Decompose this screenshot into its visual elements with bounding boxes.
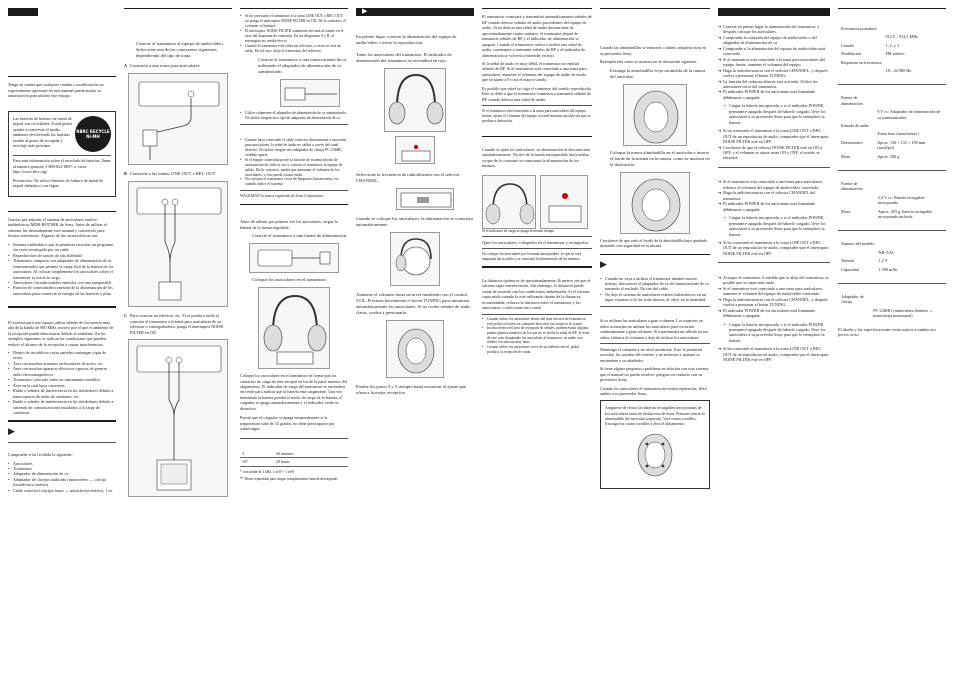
list-item: ➜ El indicador POWER de los auriculares está iluminado débilmente o apagado. (718, 201, 830, 212)
step-text: Conexión a las tomas LINE OUT o REC OUT (129, 171, 216, 177)
caption-1: Si el indicador de carga se apaga al mismo tiempo. (482, 228, 555, 233)
illustration-screws (633, 430, 677, 480)
table-row (840, 68, 919, 74)
list-item: • Cuando utilice los auriculares dentro del área efectiva del transmisor, éste podrá colocarse en cualquier dirección con respecto al oyente. (482, 317, 592, 326)
contact-text: Cuando los auriculares el transmisor necesiten reparación, lleve ambos a su proveedor Sony. (600, 385, 707, 397)
interference-intro: El sistema para este equipo utiliza señales de frecuencia muy alta de la banda de 900 MHz, motivo por el que el ambiente de la recepción puede deteriorarse debido al ambiente. En los ejemplos siguientes se indican las condiciones que pueden reducir el alcance de la recepción o causar interferencias. (8, 319, 114, 347)
table-cell: Aprox. 293 g, batería recargable incorporada incluida (877, 208, 933, 220)
list-item: • Reproducción de sonido de alta fidelidad (8, 253, 116, 258)
seal-text: RBRC RECYCLE Ni-MH (76, 128, 110, 139)
table-cell: 40 minutos (274, 450, 348, 458)
list-item: • Utilice solamente el adaptador de alimentación de ca suministrado. No utilice ningún otro tipo de adaptador de alimentación de ca. (240, 111, 348, 121)
illustration-line-out (128, 181, 228, 307)
list-item: • Ruido o señales de interferencia en los alrededores debido a transceptores de radio de camiones, etc. (8, 388, 116, 399)
list-item: • Cargue la batería incorporada, o si el indicador POWER permanece apagado después de haberlo cargado, lleve los auriculares a su proveedor Sony para que le reemplace la batería. (724, 103, 830, 125)
list-item: ➜ Si el transmisor está conectado a la toma para auriculares del equipo fuente, aumente el volumen del equipo. (718, 57, 830, 68)
recycle-info: Para más información sobre el reciclado de baterías, llame al número gratuito 1-800-822-8837, o visite http://www.rbrc.org/ (13, 158, 111, 175)
troubleshoot-list-6 (718, 346, 830, 362)
table-row (840, 180, 944, 192)
divider (240, 204, 348, 205)
listen-intro: En primer lugar, conecte la alimentación del equipo de audio/vídeo e inicie la reproducción. (356, 34, 457, 45)
troubleshoot-list-4 (718, 240, 830, 256)
table-cell: 1,2 V (878, 258, 888, 264)
table-cell: NH-AAC (878, 249, 895, 255)
table-cell (840, 68, 882, 74)
section-bar (8, 8, 38, 16)
table-cell: Tensión (841, 258, 855, 264)
spec-table-4 (838, 239, 900, 275)
list-item: • Función de conexión/desconexión de la alimentación de los auriculares para conservar la energía de las baterías y pilas (8, 285, 116, 296)
list-item: ➜ Si el transmisor está conectado a una toma para auriculares, reduzca el volumen del equipo de audio/vídeo conectado. (718, 179, 830, 190)
table-cell: Número del modelo (841, 241, 875, 247)
table-row (840, 249, 898, 255)
illustration-adapter (280, 79, 340, 107)
troubleshoot-sub-1 (724, 103, 830, 125)
table-row (840, 139, 944, 151)
list-item: • No deje el sistema de auriculares estéreo inalámbricos en un lugar expuesto a la luz solar directa, al calor, en la humedad. (600, 292, 710, 303)
charge-body: Coloque los auriculares en el transmisor de forma que los contactos de carga de éste encajen en los de la parte anterior del alojamiento. El indicador de carga del transmisor se encenderá en verde para indicar que la batería está cargándose. Una vez terminada la batería pondrá el modo de carga de la batería, el cargador se apaga automáticamente y el indicador verde se desactiva. (240, 373, 347, 411)
range-notes (482, 317, 592, 354)
list-item: ➜ Acerque el transmisor. A medida que se aleje del transmisor, es posible que se capte más ruido. (718, 275, 830, 286)
column-8 (838, 8, 946, 672)
list-item: ➜ La función del reductor/altavoz está activada. Utilice los auriculares cerca del transmisor. (718, 79, 830, 90)
list-item: • Si el equipo conectado posee la función de sistema (modo de autosintonía de vídeo u otro), conecte el transmisor al equipo de salida. De lo contrario, tendrá que aumentar el volumen de los auriculares, y esto puede causar ruido. (240, 158, 348, 178)
table-cell: Frecuencia portadora (841, 25, 877, 31)
list-item: ➜ Haga la radiofrecuencia con el selector CHANNEL, y después vuelva a presionar el botón TUNING. (718, 68, 830, 79)
table-cell: 18 – 22 000 Hz (885, 68, 912, 74)
charge-step-2: Coloque los auriculares en el transmisor. (252, 277, 327, 283)
step-a (124, 63, 232, 69)
table-row (840, 42, 919, 48)
list-item: ➜ Si ha conectado el transmisor a la toma LINE OUT o REC OUT de un reproductor de audio, compruebe que el interruptor NOISE FILTER esté en OFF. (718, 128, 830, 144)
list-item: • Sistema inalámbrico que le permitirá escuchar un programa sin verse restringido por un cable (8, 242, 116, 253)
auto-off-text-2: Si la señal de audio es muy débil, el transmisor no emitirá señales de RF. Si el transmisor está conectado a una toma para auriculares, aumente el volumen del equipo de audio de modo que se ajuste a 9 o así el mayor sonido. (482, 61, 587, 83)
list-item: ➜ Si ha conectado el transmisor a la toma LINE OUT o REC OUT de un reproductor de audio, compruebe que el interruptor NOISE FILTER esté en OFF. (718, 240, 830, 256)
step-text: Para conectar un televisor, etc. Si se produce ruido al conectar el transmisor a la toma para auriculares de su televisor o videograbadora, ponga el interruptor NOISE FILTER en ON. (130, 313, 224, 335)
spec-table-2 (838, 93, 946, 162)
list-item: • Cuando no vaya a utilizar el transmisor durante mucho tiempo, desconecte el adaptador de ca del tomacorriente de ca tomando el enchufe. No tire del cable. (600, 276, 710, 292)
pads-intro-2: Reemplácelas como se muestra en la ilustración siguiente. (600, 59, 698, 65)
divider (8, 420, 116, 421)
table-row (840, 59, 919, 65)
battery-note: Las baterías de hidruro de metal de níquel son reciclables. Usted podrá ayudar a conservar el medio ambiente devolviendo las baterías usadas al punto de recogida y reciclaje más próximo. (13, 115, 72, 149)
list-item: • Adaptador de alimentación de ca (8, 471, 116, 476)
listen-step-1: Tome los auriculares del transmisor. El indicador de alimentación del transmisor se encenderá en rojo. (356, 51, 452, 63)
divider (240, 8, 348, 9)
power-notes (240, 111, 348, 121)
step-b (124, 171, 232, 177)
notes-top (240, 14, 348, 53)
list-item: • Adaptador de clavijas unificado (miniestéreo ↔ clavija fotoeléctrica estéreo) (8, 477, 116, 488)
trademark: WALKMAN es marca registrada de Sony Corporation. (240, 193, 324, 198)
table-cell: Fuente de alimentación (841, 95, 863, 106)
list-item: ➜ Si el transmisor está conectado a una toma para auriculares, aumente el volumen del equipo de audio/vídeo conectado. (718, 286, 830, 297)
table-row (840, 293, 944, 305)
table-row (840, 109, 944, 121)
list-item: • Transmisor (8, 466, 116, 471)
table-row (840, 194, 944, 206)
charge-step-1: Conecte el transmisor a una fuente de alimentación. (252, 233, 348, 239)
list-item: • Cargue la batería incorporada, o si el indicador POWER permanece apagado después de haberlo cargado, lleve los auriculares a su proveedor Sony para que le reemplace la batería. (724, 215, 830, 237)
list-item: • Si ha conectado el transmisor a la toma LINE OUT o REC OUT, no ponga el interruptor NOISE FILTER en ON. De lo contrario, el volumen se limitará. (240, 14, 348, 29)
spec-table-5 (838, 291, 946, 321)
list-item: • Dentro de un edificio cuyas paredes contengan vigas de acero. (8, 350, 116, 361)
list-item: ➜ El indicador POWER de los auriculares está iluminado débilmente o apagado. (718, 308, 830, 319)
illustration-channel-selector (396, 188, 454, 210)
table-cell: 3 (240, 450, 274, 458)
column-3 (240, 8, 348, 672)
table-cell (840, 194, 875, 206)
arrow-icon: ▶ (8, 426, 15, 437)
divider (8, 211, 116, 212)
illustration-remove-pad (623, 84, 687, 146)
list-item: • Auriculares Cerrado/sonidos emitidos con una autoportátil (8, 280, 116, 285)
table-cell: Modulación (841, 51, 862, 57)
illustration-power-connect (249, 243, 339, 273)
troubleshoot-list-5 (718, 275, 830, 319)
table-row (840, 241, 898, 247)
illustration-headphones-on-transmitter (258, 287, 330, 369)
table-cell: Fuente de alimentación (841, 180, 863, 192)
listen-step-2: Seleccione la frecuencia de radiodifusión con el selector CHANNEL. (356, 171, 460, 183)
question-text: Si tiene alguna pregunta o problema en relación con este sistema que el manual no pueda resolver, póngase en contacto con su proveedor Sony. (600, 366, 709, 383)
list-item: ➜ El indicador POWER de los auriculares está iluminado débilmente o apagado. (718, 89, 830, 100)
caption-2: Quite los auriculares, colóquelos en el transmisor y recárguelos. (482, 240, 590, 246)
column-1 (8, 8, 116, 672)
recycle-seal (75, 116, 111, 152)
column-4 (356, 8, 474, 672)
divider (482, 266, 592, 267)
column-7 (718, 8, 830, 672)
spec-table-3 (838, 178, 946, 222)
illustration-remove (482, 175, 536, 229)
list-item: • Cuando el transmisor esté sobre un televisor, a veces se oirá un ruido. En tal caso, aleje el transmisor del televisor. (240, 44, 348, 54)
list-item: • Cuando utilice los auriculares cerca de un teléfono móvil, podrá producir la recepción de ruido. (482, 345, 592, 354)
table-cell: Entrada de audio (841, 123, 870, 129)
table-cell (884, 59, 919, 65)
list-item: • El interruptor NOISE FILTER solamente afectará al sonido en el caso del diagrama de conexión. En los diagramas A y B, el interruptor no tendrá efecto. (240, 29, 348, 44)
table-row (840, 34, 919, 40)
table-cell: 29 horas (274, 458, 348, 466)
table-row (840, 208, 944, 220)
illustration-volume (386, 320, 444, 378)
table-cell (884, 25, 919, 31)
column-5 (482, 8, 592, 672)
intro-text: Tenga en cuenta que cualquier cambio o modificación no expresamente aprobado en este manual puede anular su autorización para utilizar este equipo. (8, 82, 104, 99)
table-cell (878, 241, 899, 247)
after-use-text: Cuando se quite los auriculares, su alimentación se desconectará automáticamente. No tire de la banda autoajustable hacia arriba, ya que de lo contrario se conectaría la alimentación de los mismos. (482, 146, 591, 169)
column-2 (124, 8, 232, 672)
arrow-icon: ▶ (362, 8, 368, 16)
power-intro: Conecte el transmisor a una tomacorriente de ca utilizando el adaptador de alimentación de ca suministrado. (258, 56, 347, 74)
auto-off-text: El transmisor conectará y transmitirá automáticamente señales de RF cuando detecte señales de audio procedentes del equipo de audio. Si no detecta una señal de audio durante más de aproximadamente cuatro minutos, el transmisor dejará de transmitir señales de RF y el indicador de alimentación se apagará. Cuando el transmisor vuelva a recibir una señal de audio, comenzará a transmitir señales de RF y el indicador de alimentación se volverá a encender en rojo. (482, 14, 592, 58)
table-cell: Adaptador de clavija (841, 293, 864, 305)
table-cell: 9 V cc: Adaptador de alimentación de ca (suministrado) (877, 109, 941, 120)
caption-3: No coloque los auriculares por la banda autoajustable, ya que se verá empujada hacia arriba y se conectará la alimentación de los mismos. (482, 252, 582, 261)
list-item: • Ruido o señales de interferencia en los alrededores debido a sistemas de comunicaciones instalados a lo largo de carreteras. (8, 399, 116, 415)
table-row (840, 258, 898, 264)
auto-off-text-3: Es posible que usted no oiga el comienzo del sonido reproducido. Esto se debe a que el transmisor comienza a transmitir señales de RF cuando detecta una señal de audio. (482, 85, 592, 102)
troubleshoot-sub-5 (724, 322, 830, 344)
charge-intro: Antes de utilizar por primera vez los auriculares, cargue la batería de la fuente regulable. (240, 219, 338, 230)
list-item: • Cable conector (clavijas fonos ↔ miniclavija estéreo), 1 m. (8, 488, 116, 493)
range-intro: La distancia óptima es de aproximadamente 46 metros sin que el sistema capte interferencias. Sin embargo, la distancia puede variar de acuerdo con los condiciones ambientales. Si el sistema capta ruido cuando lo esté utilizando dentro de la distancia recomendada, reduzca la distancia entre el transmisor y los auriculares, o seleccione otro canal. (482, 277, 591, 311)
troubleshoot-list-2 (718, 128, 830, 161)
table-cell: Masa (841, 208, 851, 214)
list-item: • Transmisor compacto con adaptador de alimentación de ca (suministrado) que permite la carga fácil de la batería de los auriculares. Al colocar simplemente los auriculares sobre el transmisor se inicia la carga. (8, 258, 116, 280)
table-cell (840, 34, 882, 40)
list-item: ➜ Compruebe la conexión del equipo de audio/vídeo o del adaptador de alimentación de ca. (718, 35, 830, 46)
list-item: ➜ Haga la radiofrecuencia con el selector CHANNEL del transmisor. (718, 190, 830, 201)
table-row (240, 458, 348, 466)
charge-table (240, 450, 348, 466)
table-row (240, 450, 348, 458)
illustration-wear-headphones (390, 232, 440, 286)
table-cell: 2,4 V cc: Batería recargable incorporada (877, 194, 925, 206)
divider (124, 8, 232, 9)
contents-intro: Compruebe si ha recibido lo siguiente: (8, 452, 73, 458)
illustration-headphone-jack (128, 73, 228, 165)
battery-removal-box (600, 400, 710, 489)
list-item: • Auriculares (8, 461, 116, 466)
list-item: • Área con muchos armarios archivadores de acero, etc. (8, 361, 116, 366)
pads-step-3: Cerciórese de que todo el borde de la almohadilla haya quedado insertado con seguridad en la misma. (600, 237, 708, 249)
list-item: ➜ Conecte en primer lugar la alimentación del transmisor, y después coloque los auriculares. (718, 24, 830, 35)
power-notes-2 (240, 138, 348, 187)
table-cell: Masa (841, 153, 851, 159)
table-note-2: ** Horas requeridas para cargar completamente batería descargadas (240, 477, 338, 482)
footer-note: El diseño y las especificaciones están sujetos a cambio sin previo aviso. (838, 326, 936, 338)
table-cell: 1, 2, y 3 (885, 42, 900, 48)
table-cell (877, 180, 944, 192)
listen-step-3: Cuando se coloque los auriculares, la alimentación se conectará automáticamente. (356, 215, 473, 227)
hint-text: Si el transmisor está conectado a la toma para auriculares del equipo fuente, ajuste el volumen del equipo al nivel máximo posible sin que se produzca distorsión. (482, 108, 591, 123)
troubleshoot-list-3 (718, 179, 830, 212)
battery-notes (600, 276, 710, 303)
pads-step-1: Extraiga la almohadilla vieja sacándola de la ranura del auricular. (610, 67, 706, 79)
table-cell: 912,5 – 914,5 MHz (885, 34, 919, 40)
list-item: • Transmisor colocado sobre un instrumento metálico (8, 377, 116, 382)
divider (600, 8, 710, 9)
table-cell: Capacidad (841, 266, 859, 272)
charge-note: Puesto que el cargador se apaga temporalmente si la temperatura sube de 35 grados, no debe preocuparse por sobrecargas. (240, 415, 335, 432)
table-cell (840, 131, 874, 137)
listen-step-5: Pruebe los pasos 3 y 5 siempre hasta encontrar el ajuste que ofrezca la mejor recepción. (356, 383, 466, 395)
table-cell: Respuesta en frecuencia (841, 59, 882, 65)
battery-box (8, 111, 116, 197)
list-item: ➜ Compruebe si la alimentación del equipo de audio/vídeo está conectada. (718, 46, 830, 57)
spec-table-1 (838, 23, 921, 76)
table-cell (872, 293, 944, 305)
illustration-charging (540, 175, 588, 229)
step-label: A (124, 63, 128, 69)
features-list (8, 242, 116, 297)
divider (8, 76, 116, 77)
table-cell: Aprox. 136 × 135 × 190 mm (an/al/prf) (877, 139, 926, 151)
arrow-icon: ▶ (600, 259, 607, 270)
table-cell: FM estéreo (885, 51, 905, 57)
precaution-text: Precaución: No utilice baterías de hidruro de metal de níquel dañadas o con fugas. (13, 177, 104, 189)
column-6 (600, 8, 710, 672)
table-row (840, 307, 944, 319)
table-row (840, 131, 944, 137)
caution-text: Si se utilizan los auriculares a gran volumen. Los expertos en oídos aconsejan no utilizar los auriculares para escuchar continuamente a gran volumen. Si experimenta un silbido en sus oídos, reduzca el volumen o deje de utilizar los auriculares. (600, 318, 709, 340)
after-use-illustrations (482, 175, 592, 229)
table-row (840, 266, 898, 272)
troubleshoot-sub-3 (724, 215, 830, 237)
troubleshoot-list-1 (718, 24, 830, 100)
table-cell: Canales (841, 42, 855, 48)
pads-intro: Cuando las almohadillas se ensucien o dañen, adquiera otras en su proveedor Sony. (600, 45, 707, 56)
illustration-indicator (395, 136, 435, 164)
battery-removal-text: Asegúrese de retirar las baterías recargables incorporadas de los auriculares antes de deshacerse de éstos. Presione retirar la almohadilla del auricular izquierdo. Verá cuatro tornillos. Extraiga los cuatro tornillos y abra el alojamiento. (605, 405, 705, 427)
table-cell: Toma fono (miniestéreo) (877, 131, 919, 137)
table-cell (876, 123, 944, 129)
table-cell: PC-236HG (miniestéreo hembra ↔ miniclavija monoaural) (873, 307, 933, 318)
list-item: • Área con muchos aparatos eléctricos capaces de generar radio electromagnéticos (8, 366, 116, 377)
interference-list (8, 350, 116, 415)
table-row (840, 25, 919, 31)
step-c (124, 313, 232, 335)
contents-list (8, 461, 116, 494)
table-row (840, 95, 944, 107)
table-cell: Aprox. 200 g (877, 153, 900, 159)
divider (482, 8, 592, 9)
step-text: Conexión a una toma para auriculares (130, 63, 200, 69)
section-bar (718, 8, 830, 16)
divider (600, 254, 710, 255)
table-cell (840, 109, 874, 121)
table-cell: Dimensiones (841, 139, 863, 145)
illustration-lift-headphones (384, 68, 446, 132)
list-item: • No coloque el transmisor cerca de lámparas fluorescentes, etc. cuando utilice el sistema. (240, 177, 348, 187)
list-item: • Cargue la batería incorporada, o si el indicador POWER permanece apagado después de haberlo cargado, lleve los auriculares a su proveedor Sony para que le reemplace la batería. (724, 322, 830, 344)
list-item: • Cuando haya conectado el cable conector directamente a una toma para auriculares, la señal de audio no saldrá a través del canal derecho. No utilice ningún otro adaptador de clavija PC-236HG vendido aparte. (240, 138, 348, 158)
table-cell (876, 95, 944, 107)
connect-intro: Conecte el transmisor al equipo de audio/vídeo. Seleccione una de las conexiones siguientes dependiendo del tipo de toma. (136, 41, 224, 59)
divider (8, 306, 116, 307)
divider (838, 8, 946, 9)
illustration-insert-pad (620, 172, 690, 234)
table-row (840, 51, 919, 57)
list-item: • Incluso dentro del área de recepción de señales, pueden existir algunos puntos (puntos muertos) en los que no se reciba la señal de RF. Si tiene de este caso desplazado los auriculares el transmisor, su audio a no señales frecuencias muy altas. (482, 326, 592, 345)
list-item: ➜ Haga la radiofrecuencia con el selector CHANNEL, y después vuelva a presionar el botón TUNING. (718, 297, 830, 308)
table-cell (840, 249, 876, 255)
step-label: C (124, 313, 128, 319)
list-item: ➜ Si ha conectado el transmisor a la toma LINE OUT o REC OUT de un reproductor de audio, compruebe que el interruptor NOISE FILTER esté en OFF. (718, 346, 830, 362)
table-note: * con salida de 1 kHz, 1 mW + 1 mW (240, 469, 295, 474)
list-item: ➜ Cerciórese de que el selector NOISE FILTER esté en ON u OFF, y el volumen se ajuste entre ON y OFF, el sonido se retrasará. (718, 145, 830, 161)
listen-step-4: Aumente el volumen hasta un nivel moderado con el control VOL. Presione brevemente el botón TUNING para sintonizar automáticamente los auriculares. Si no recibe señales de audio claras, vuelva a presionarlo. (356, 291, 471, 315)
illustration-tv (128, 339, 228, 497)
traffic-text: Mantenga el volumen a un nivel moderado. Esto le permitirá escuchar los sonidos del exterior y no molestar a quienes se encuentren a su alrededor. (600, 346, 702, 363)
table-cell (840, 307, 870, 319)
step-label: B (124, 171, 127, 177)
list-item: • Área en la cual haya carreteras. (8, 383, 116, 388)
table-row (840, 153, 944, 159)
features-intro: Gracias por adquirir el sistema de auriculares estéreo inalámbricos MDR-RF970RK de Sony. Antes de utilizar el sistema, lea detenidamente este manual y consérvelo para futuras referencias. Algunas de las características son: (8, 217, 107, 239)
table-cell: 1 000 mAh (878, 266, 898, 272)
pads-step-2: Coloque la nueva almohadilla en el auricular e inserte el borde de la misma en la ranura, como se muestra en la ilustración. (610, 149, 710, 167)
divider (482, 136, 592, 137)
section-bar (356, 8, 474, 16)
table-cell: 16* (240, 458, 274, 466)
table-row (840, 123, 944, 129)
